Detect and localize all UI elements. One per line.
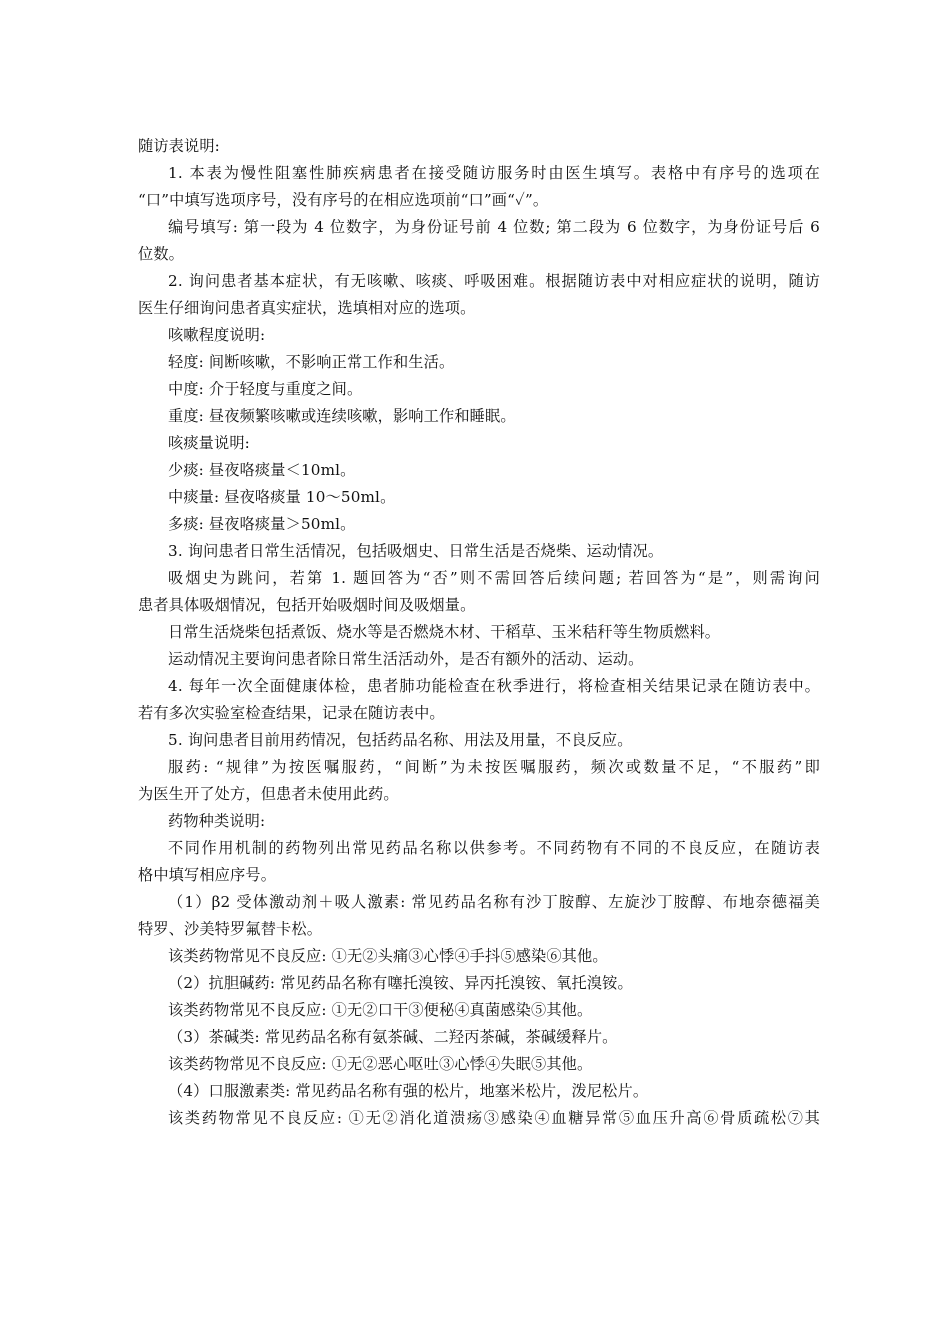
text-line: 1. 本表为慢性阻塞性肺疾病患者在接受随访服务时由医生填写。表格中有序号的选项在 [168, 164, 820, 182]
text-line: 为医生开了处方，但患者未使用此药。 [138, 785, 399, 803]
text-line: 咳痰量说明: [168, 434, 250, 452]
text-line: 该类药物常见不良反应: ①无②消化道溃疡③感染④血糖异常⑤血压升高⑥骨质疏松⑦其 [168, 1109, 820, 1127]
text-line: 医生仔细询问患者真实症状，选填相对应的选项。 [138, 299, 476, 317]
text-line: 轻度: 间断咳嗽，不影响正常工作和生活。 [168, 353, 455, 371]
text-line: 该类药物常见不良反应: ①无②头痛③心悸④手抖⑤感染⑥其他。 [168, 947, 608, 965]
text-line: 3. 询问患者日常生活情况，包括吸烟史、日常生活是否烧柴、运动情况。 [168, 542, 664, 560]
text-line: 若有多次实验室检查结果，记录在随访表中。 [138, 704, 445, 722]
text-line: 咳嗽程度说明: [168, 326, 266, 344]
text-line: “口”中填写选项序号，没有序号的在相应选项前“口”画“✓”。 [138, 191, 549, 209]
text-line: 该类药物常见不良反应: ①无②口干③便秘④真菌感染⑤其他。 [168, 1001, 593, 1019]
text-line: 2. 询问患者基本症状，有无咳嗽、咳痰、呼吸困难。根据随访表中对相应症状的说明，随访 [168, 272, 820, 290]
text-line: 中度: 介于轻度与重度之间。 [168, 380, 363, 398]
text-line: 患者具体吸烟情况，包括开始吸烟时间及吸烟量。 [138, 596, 476, 614]
text-line: 少痰: 昼夜咯痰量＜10ml。 [168, 461, 356, 479]
text-line: 位数。 [138, 245, 185, 263]
text-line: 格中填写相应序号。 [138, 866, 277, 884]
text-line: （4）口服激素类: 常见药品名称有强的松片，地塞米松片，泼尼松片。 [168, 1082, 649, 1100]
text-line: 多痰: 昼夜咯痰量＞50ml。 [168, 515, 356, 533]
text-line: 重度: 昼夜频繁咳嗽或连续咳嗽，影响工作和睡眠。 [168, 407, 516, 425]
text-line: 运动情况主要询问患者除日常生活活动外，是否有额外的活动、运动。 [168, 650, 644, 668]
text-line: 吸烟史为跳问，若第 1. 题回答为“否”则不需回答后续问题; 若回答为“是”，则需询问 [168, 569, 820, 587]
text-line: 特罗、沙美特罗氟替卡松。 [138, 920, 323, 938]
text-line: 中痰量: 昼夜咯痰量 10～50ml。 [168, 488, 396, 506]
text-line: 该类药物常见不良反应: ①无②恶心呕吐③心悸④失眠⑤其他。 [168, 1055, 593, 1073]
text-line: 不同作用机制的药物列出常见药品名称以供参考。不同药物有不同的不良反应，在随访表 [168, 839, 820, 857]
section-title: 随访表说明: [138, 137, 220, 155]
text-line: 编号填写: 第一段为 4 位数字，为身份证号前 4 位数; 第二段为 6 位数字，为身份证号后 6 [168, 218, 820, 236]
text-line: 药物种类说明: [168, 812, 266, 830]
text-line: （1）β2 受体激动剂＋吸人激素: 常见药品名称有沙丁胺醇、左旋沙丁胺醇、布地奈德福美 [168, 893, 820, 911]
instructions-text [138, 133, 820, 1132]
text-line: 4. 每年一次全面健康体检，患者肺功能检查在秋季进行，将检查相关结果记录在随访表中。 [168, 677, 820, 695]
text-line: 日常生活烧柴包括煮饭、烧水等是否燃烧木材、干稻草、玉米秸秆等生物质燃料。 [168, 623, 721, 641]
text-line: 5. 询问患者目前用药情况，包括药品名称、用法及用量，不良反应。 [168, 731, 633, 749]
text-line: （2）抗胆碱药: 常见药品名称有噻托溴铵、异丙托溴铵、氧托溴铵。 [168, 974, 633, 992]
text-line: 服药: “规律”为按医嘱服药，“间断”为未按医嘱服药，频次或数量不足，“不服药”即 [168, 758, 820, 776]
text-line: （3）茶碱类: 常见药品名称有氨茶碱、二羟丙茶碱，茶碱缓释片。 [168, 1028, 618, 1046]
